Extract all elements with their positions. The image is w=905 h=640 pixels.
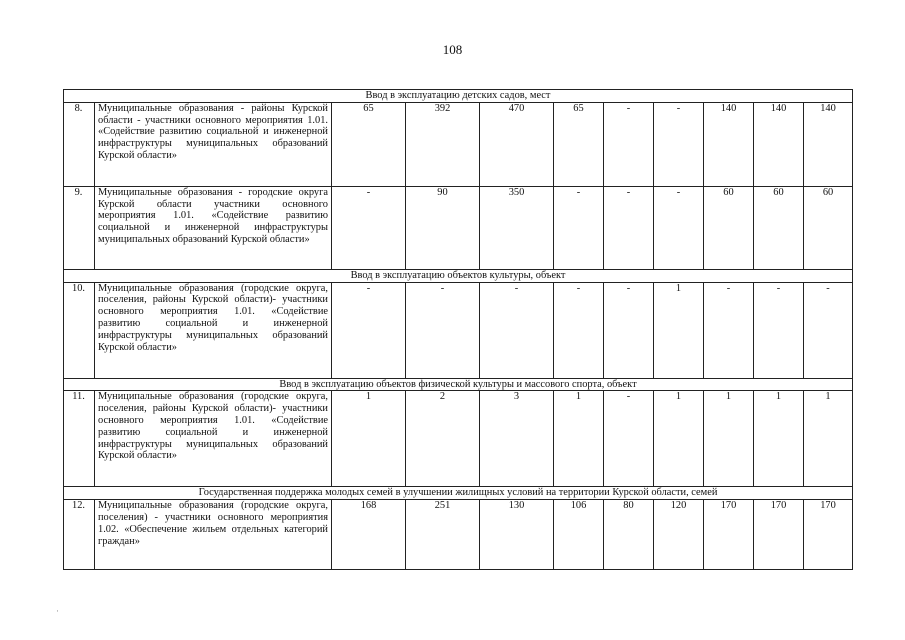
table-row — [64, 186, 853, 269]
scan-mark: · — [56, 606, 59, 616]
table-row — [64, 102, 853, 186]
section-header-row — [64, 269, 853, 282]
value-cell: - — [604, 282, 654, 378]
value-cell: - — [804, 282, 853, 378]
section-title: Ввод в эксплуатацию объектов физической культуры и массового спорта, объект — [64, 378, 853, 391]
value-cell: 1 — [554, 391, 604, 487]
value-cell: - — [604, 102, 654, 186]
value-cell: 1 — [704, 391, 754, 487]
value-cell: 65 — [332, 102, 406, 186]
value-cell: 120 — [654, 500, 704, 570]
row-number: 9. — [64, 186, 95, 269]
section-header-row — [64, 378, 853, 391]
table-row — [64, 282, 853, 378]
section-title: Государственная поддержка молодых семей в улучшении жилищных условий на территории Курской области, семей — [64, 487, 853, 500]
row-description: Муниципальные образования - городские округа Курской области участники основного мероприятия 1.01. «Содействие развитию социальной и инженерной инфраструктуры муниципальных образований Курской области» — [95, 186, 332, 269]
row-description: Муниципальные образования - районы Курской области - участники основного мероприятия 1.01. «Содействие развитию социальной и инженерной инфраструктуры муниципальных образований Курской области» — [95, 102, 332, 186]
value-cell: 140 — [704, 102, 754, 186]
value-cell: 170 — [704, 500, 754, 570]
value-cell: - — [332, 282, 406, 378]
value-cell: 140 — [804, 102, 853, 186]
value-cell: - — [406, 282, 480, 378]
value-cell: 60 — [754, 186, 804, 269]
value-cell: 60 — [704, 186, 754, 269]
row-number: 8. — [64, 102, 95, 186]
row-description: Муниципальные образования (городские округа, поселения, районы Курской области)- участники основного мероприятия 1.01. «Содействие развитию социальной и инженерной инфраструктуры муниципальных образований Курской области» — [95, 391, 332, 487]
row-description: Муниципальные образования (городские округа, поселения, районы Курской области)- участники основного мероприятия 1.01. «Содействие развитию социальной и инженерной инфраструктуры муниципальных образований Курской области» — [95, 282, 332, 378]
value-cell: - — [554, 282, 604, 378]
page-number: 108 — [442, 42, 463, 57]
table-body — [64, 90, 853, 570]
value-cell: - — [480, 282, 554, 378]
value-cell: - — [332, 186, 406, 269]
value-cell: 170 — [804, 500, 853, 570]
value-cell: 65 — [554, 102, 604, 186]
value-cell: - — [654, 102, 704, 186]
row-number: 12. — [64, 500, 95, 570]
value-cell: 106 — [554, 500, 604, 570]
value-cell: - — [604, 186, 654, 269]
value-cell: 130 — [480, 500, 554, 570]
value-cell: 3 — [480, 391, 554, 487]
value-cell: 1 — [654, 282, 704, 378]
value-cell: 350 — [480, 186, 554, 269]
row-description: Муниципальные образования (городские округа, поселения) - участники основного мероприятия 1.02. «Обеспечение жильем отдельных категорий граждан» — [95, 500, 332, 570]
section-header-row — [64, 90, 853, 103]
value-cell: 60 — [804, 186, 853, 269]
value-cell: 140 — [754, 102, 804, 186]
value-cell: 392 — [406, 102, 480, 186]
table-row — [64, 500, 853, 570]
value-cell: 470 — [480, 102, 554, 186]
value-cell: 90 — [406, 186, 480, 269]
value-cell: - — [604, 391, 654, 487]
value-cell: 1 — [754, 391, 804, 487]
value-cell: 168 — [332, 500, 406, 570]
row-number: 10. — [64, 282, 95, 378]
section-title: Ввод в эксплуатацию детских садов, мест — [64, 90, 853, 103]
value-cell: 251 — [406, 500, 480, 570]
value-cell: 2 — [406, 391, 480, 487]
section-title: Ввод в эксплуатацию объектов культуры, объект — [64, 269, 853, 282]
value-cell: - — [754, 282, 804, 378]
value-cell: - — [704, 282, 754, 378]
row-number: 11. — [64, 391, 95, 487]
value-cell: 1 — [332, 391, 406, 487]
value-cell: - — [654, 186, 704, 269]
value-cell: 1 — [804, 391, 853, 487]
value-cell: 170 — [754, 500, 804, 570]
value-cell: - — [554, 186, 604, 269]
indicators-table — [63, 89, 853, 570]
value-cell: 1 — [654, 391, 704, 487]
value-cell: 80 — [604, 500, 654, 570]
table-row — [64, 391, 853, 487]
section-header-row — [64, 487, 853, 500]
